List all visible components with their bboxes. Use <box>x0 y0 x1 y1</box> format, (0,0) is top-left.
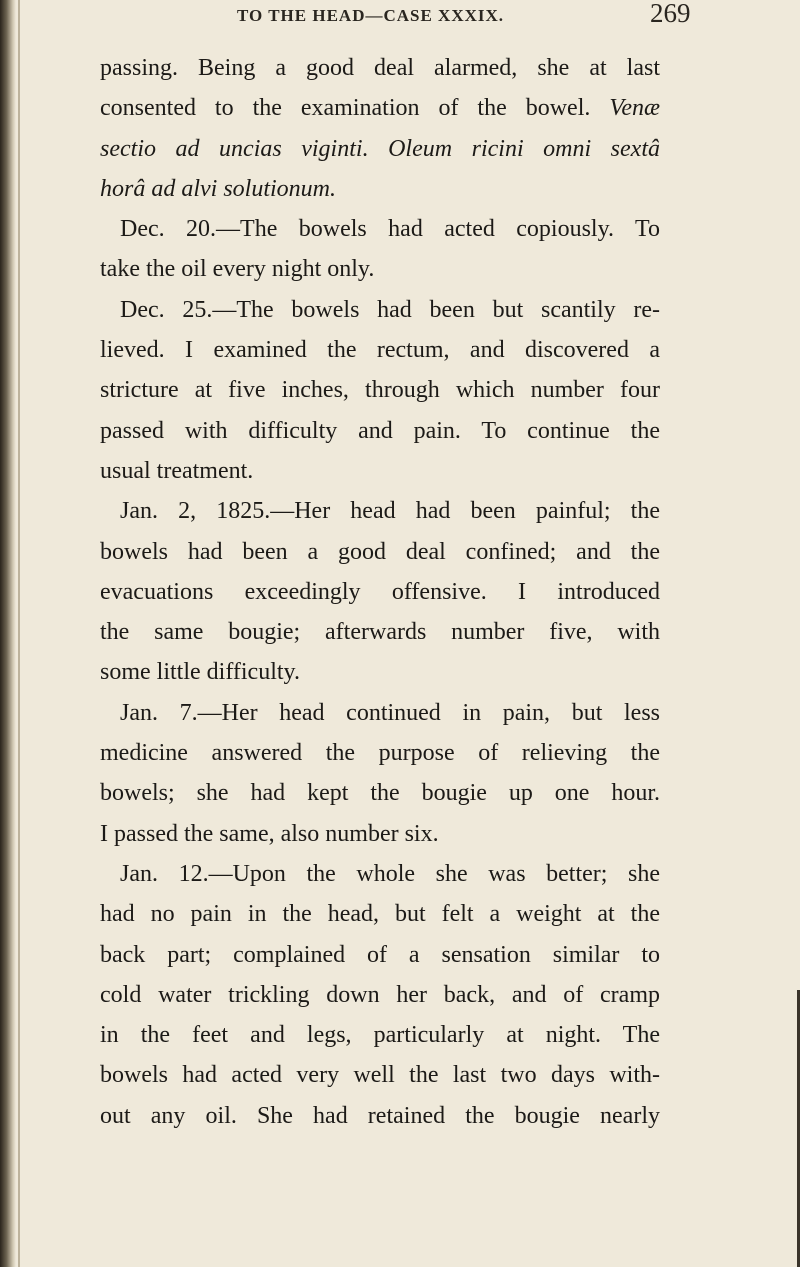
text-line: medicine answered the purpose of relieving the <box>100 740 660 767</box>
page-gutter-shadow <box>0 0 16 1267</box>
text-line: bowels had acted very well the last two days with- <box>100 1062 660 1089</box>
text-line: stricture at five inches, through which number four <box>100 377 660 404</box>
latin-text: Venæ <box>609 95 660 122</box>
text-line: sectio ad uncias viginti. Oleum ricini omni sextâ <box>100 135 660 162</box>
text-line: I passed the same, also number six. <box>100 820 439 847</box>
text-line: take the oil every night only. <box>100 256 375 283</box>
text-line: Jan. 7.—Her head continued in pain, but less <box>120 699 660 726</box>
text-line: had no pain in the head, but felt a weight at the <box>100 901 660 928</box>
text-line: passed with difficulty and pain. To continue the <box>100 417 660 444</box>
text-line <box>100 88 660 128</box>
text-line: evacuations exceedingly offensive. I introduced <box>100 578 660 605</box>
page-number: 269 <box>650 0 691 28</box>
text-line: some little difficulty. <box>100 659 300 686</box>
text-line: cold water trickling down her back, and of cramp <box>100 981 660 1008</box>
text-line: out any oil. She had retained the bougie nearly <box>100 1102 660 1129</box>
body-text <box>100 48 660 1136</box>
text-line: bowels; she had kept the bougie up one hour. <box>100 780 660 807</box>
text-span: consented to the examination of the bowel. <box>100 95 591 122</box>
text-line: Jan. 2, 1825.—Her head had been painful; the <box>120 498 660 525</box>
text-line: in the feet and legs, particularly at night. The <box>100 1022 660 1049</box>
text-line: passing. Being a good deal alarmed, she at last <box>100 55 660 81</box>
text-line: Jan. 12.—Upon the whole she was better; she <box>120 860 660 887</box>
text-line: lieved. I examined the rectum, and discovered a <box>100 337 660 364</box>
text-line: Dec. 20.—The bowels had acted copiously. To <box>120 216 660 243</box>
text-line: back part; complained of a sensation similar to <box>100 941 660 968</box>
running-head: TO THE HEAD—CASE XXXIX. <box>237 6 505 25</box>
text-line: Dec. 25.—The bowels had been but scantily re- <box>120 296 660 323</box>
text-line: bowels had been a good deal confined; and the <box>100 538 660 565</box>
page-gutter-line <box>18 0 20 1267</box>
page-header <box>0 0 800 40</box>
text-line: horâ ad alvi solutionum. <box>100 175 337 202</box>
text-line: usual treatment. <box>100 457 254 484</box>
text-line: the same bougie; afterwards number five, with <box>100 619 660 646</box>
